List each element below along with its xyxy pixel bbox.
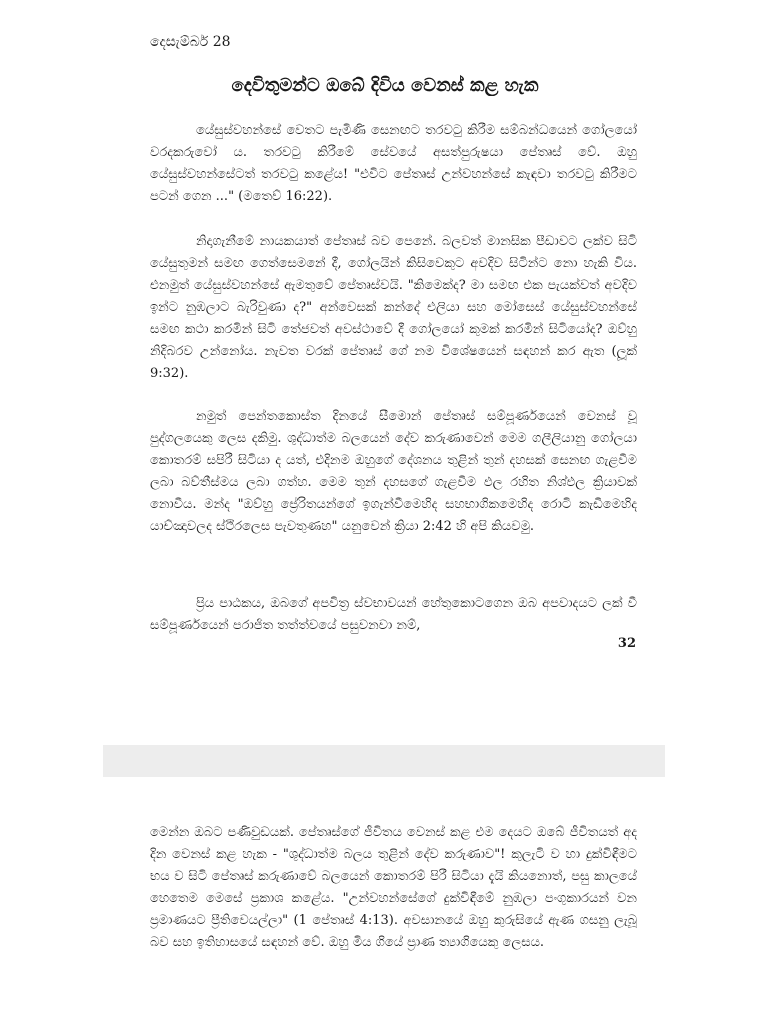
date-header: දෙසැම්බර් 28 [150, 34, 231, 50]
page-title: දෙවිතුමන්ට ඔබේ දිවිය වෙනස් කළ හැක [231, 75, 539, 96]
paragraph-5 [150, 822, 637, 954]
paragraph-text: නිදාගැනීමේ නායකයාත් පේතෘස් බව පෙනේ. බලවත් මානසික පීඩාවට ලක්ව සිටි යේසුතුමන් සමඟ ගෙත්සෙමනේ දී, ගෝලයින් කිසිවෙකුට අවදිව සිටින්ට නො හැකි විය. එනමුත් යේසුස්වහන්සේ ඇමතුවේ පේතෘස්වයි. "කිමෙක්ද? මා සමඟ එක පැයක්වත් අවදිව ඉන්ට නුඹලාට බැරිවුණා ද?" අන්වෙසක් කන්දේ එලියා සහ මෝසෙස් යේසුස්වහන්සේ සමඟ කථා කරමින් සිටි තේජවත් අවස්ථාවේ දී ගෝලයෝ කුමක් කරමින් සිටියෝද? ඔව්හු නිදිබරව උන්නෝය. නැවත වරක් පේතෘස් ගේ නම විශේෂයෙන් සඳහන් කර ඇත (ලූක් 9:32). [150, 234, 637, 381]
paragraph-2 [150, 231, 637, 385]
paragraph-1 [150, 120, 637, 208]
page-number: 32 [617, 636, 636, 651]
paragraph-text: යේසුස්වහන්සේ වෙතට පැමිණි සෙනඟට තරවටු කිරීම සම්බන්ධයෙන් ගෝලයෝ වරදකරුවෝ ය. තරවටු කිරීමේ සේවයේ අසත්පුරුෂයා පේතෘස් වේ. ඔහු යේසුස්වහන්සේටත් තරවටු කළේය! "එවිට පේතෘස් උන්වහන්සේ කැඳවා තරවටු කිරීමට පටන් ගෙන ..." (මතෙව් 16:22). [150, 123, 637, 204]
paragraph-4 [150, 593, 637, 637]
paragraph-3 [150, 406, 637, 538]
paragraph-text: නමුත් පෙන්තකොස්ත දිනයේ සීමොන් පේතෘස් සම්පූර්ණයෙන් වෙනස් වූ පුද්ගලයෙකු ලෙස දකිමු. ශුද්ධාත්ම බලයෙන් දේව කරුණාවෙන් මෙම ගලීලියානු ගෝලයා කොතරම් සපිරී සිටියා ද යත්, එදිනම ඔහුගේ දේශනය තුළින් තුන් දහසක් සෙනඟ ගැළවීම ලබා බව්තීස්මය ලබා ගත්හ. මෙම තුන් දහසගේ ගැළවීම ඵල රහිත නිශ්ඵල ක්‍රියාවක් නොවීය. මන්ද "ඔව්හු ප්‍රේරිතයන්ගේ ඉගැන්වීමෙහිද සහභාගිකමෙහිද රොටි කැඩීමෙහිද යාච්ඤාවලද ස්ථිරලෙස පැවතුණහ" යනුවෙන් ක්‍රියා 2:42 හි අපි කියවමු. [150, 409, 637, 534]
page-separator [103, 745, 665, 777]
paragraph-text: මෙන්න ඔබට පණිවුඩයක්. පේතෘස්ගේ ජීවිතය වෙනස් කළ එම දෙයට ඔබේ ජීවිතයත් අද දින වෙනස් කළ හැක - "ශුද්ධාත්ම බලය තුළින් දේව කරුණාව"! කුලැටි ව හා දුක්විඳීමට භය ව සිටි පේතෘස් කරුණාවේ බලයෙන් කොතරම් පිරී සිටියා දැයි කියනොත්, පසු කාලයේ හෙතෙම මෙසේ ප්‍රකාශ කළේය. "උන්වහන්සේගේ දුක්විඳීමේ නුඹලා පංගුකාරයන් වන ප්‍රමාණයට ප්‍රීතිවෙයල්ලා" (1 පේතෘස් 4:13). අවසානයේ ඔහු කුරුසියේ ඇණ ගසනු ලැබූ බව සහ ඉතිහාසයේ සඳහන් වේ. ඔහු මිය ගියේ ප්‍රාණ ත්‍යාගියෙකු ලෙසය. [150, 825, 637, 950]
paragraph-text: ප්‍රිය පාඨකය, ඔබගේ අපවිත්‍ර ස්වභාවයන් හේතුකොටගෙන ඔබ අපවාදයට ලක් වී සම්පූර්ණයෙන් පරාජිත තත්ත්වයේ පසුවනවා නම්, [150, 596, 637, 633]
